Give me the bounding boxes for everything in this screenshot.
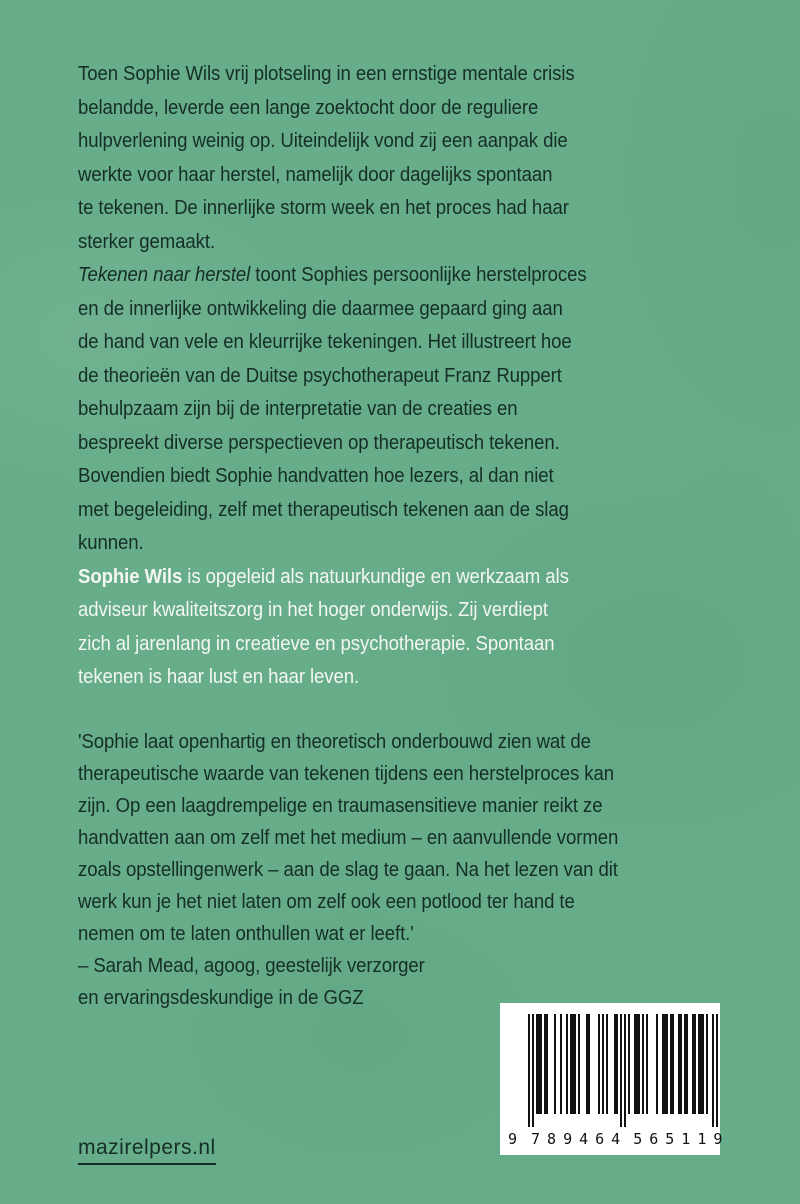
text-line [78, 326, 710, 360]
text-segment: Tekenen naar herstel [78, 264, 251, 286]
text-line [78, 226, 710, 260]
text-segment: de hand van vele en kleurrijke tekeningen. Het illustreert hoe [78, 331, 572, 353]
text-segment: nemen om te laten onthullen wat er leeft.' [78, 922, 414, 945]
text-line [78, 527, 710, 561]
text-line [78, 293, 710, 327]
text-line [78, 790, 710, 822]
publisher-website-link[interactable]: mazirelpers.nl [78, 1136, 216, 1165]
intro-paragraph [78, 58, 758, 259]
text-line [78, 918, 710, 950]
text-segment: Bovendien biedt Sophie handvatten hoe lezers, al dan niet [78, 465, 554, 487]
text-line [78, 561, 710, 595]
endorsement-quote [78, 726, 758, 1014]
text-segment: tekenen is haar lust en haar leven. [78, 666, 360, 688]
isbn-barcode [500, 1003, 730, 1155]
text-line [78, 460, 710, 494]
text-segment: en ervaringsdeskundige in de GGZ [78, 986, 364, 1009]
text-line [78, 950, 710, 982]
text-line [78, 594, 710, 628]
text-line [78, 393, 710, 427]
text-line [78, 758, 710, 790]
text-segment: kunnen. [78, 532, 144, 554]
text-segment: – Sarah Mead, agoog, geestelijk verzorger [78, 954, 425, 977]
text-segment: belandde, leverde een lange zoektocht door de reguliere [78, 96, 539, 119]
text-segment: handvatten aan om zelf met het medium – en aanvullende vormen [78, 826, 619, 849]
synopsis-paragraph [78, 259, 758, 561]
text-segment: is opgeleid als natuurkundige en werkzaam als [182, 565, 569, 588]
text-line [78, 360, 710, 394]
barcode-digits [500, 1130, 730, 1148]
text-segment: hulpverlening weinig op. Uiteindelijk vond zij een aanpak die [78, 130, 568, 152]
text-segment: zijn. Op een laagdrempelige en traumasensitieve manier reikt ze [78, 794, 603, 817]
text-segment: werkte voor haar herstel, namelijk door dagelijks spontaan [78, 163, 553, 186]
text-line [78, 58, 710, 92]
text-segment: met begeleiding, zelf met therapeutisch tekenen aan de slag [78, 498, 569, 521]
text-segment: zich al jarenlang in creatieve en psychotherapie. Spontaan [78, 632, 555, 655]
text-segment: therapeutische waarde van tekenen tijdens een herstelproces kan [78, 762, 614, 785]
barcode-digit-group: 9 [508, 1130, 518, 1148]
text-segment: te tekenen. De innerlijke storm week en het proces had haar [78, 197, 569, 219]
text-line [78, 192, 710, 226]
barcode-module [716, 1014, 718, 1127]
text-segment: adviseur kwaliteitszorg in het hoger onderwijs. Zij verdiept [78, 599, 548, 621]
text-line [78, 159, 710, 193]
barcode-digit-group: 789464 [531, 1130, 628, 1148]
text-line [78, 92, 710, 126]
text-line [78, 259, 710, 293]
text-segment: behulpzaam zijn bij de interpretatie van de creaties en [78, 398, 518, 420]
author-bio-paragraph [78, 561, 758, 695]
text-segment: werk kun je het niet laten om zelf ook een potlood ter hand te [78, 890, 575, 913]
barcode-digit-group: 565119 [633, 1130, 730, 1148]
text-line [78, 661, 710, 695]
text-segment: bespreekt diverse perspectieven op therapeutisch tekenen. [78, 431, 560, 454]
text-line [78, 726, 710, 758]
text-segment: Sophie Wils [78, 565, 183, 588]
text-segment: 'Sophie laat openhartig en theoretisch onderbouwd zien wat de [78, 730, 591, 753]
text-line [78, 494, 710, 528]
text-segment: sterker gemaakt. [78, 230, 216, 253]
text-line [78, 628, 710, 662]
text-segment: en de innerlijke ontwikkeling die daarmee gepaard ging aan [78, 297, 563, 320]
text-line [78, 822, 710, 854]
barcode-bars [528, 1014, 720, 1127]
text-segment: zoals opstellingenwerk – aan de slag te gaan. Na het lezen van dit [78, 858, 618, 881]
text-line [78, 854, 710, 886]
text-segment: toont Sophies persoonlijke herstelproces [250, 264, 587, 286]
text-line [78, 886, 710, 918]
text-segment: de theorieën van de Duitse psychotherapeut Franz Ruppert [78, 364, 562, 387]
text-segment: Toen Sophie Wils vrij plotseling in een ernstige mentale crisis [78, 63, 575, 85]
text-line [78, 125, 710, 159]
text-line [78, 427, 710, 461]
back-cover-text [78, 58, 758, 1014]
